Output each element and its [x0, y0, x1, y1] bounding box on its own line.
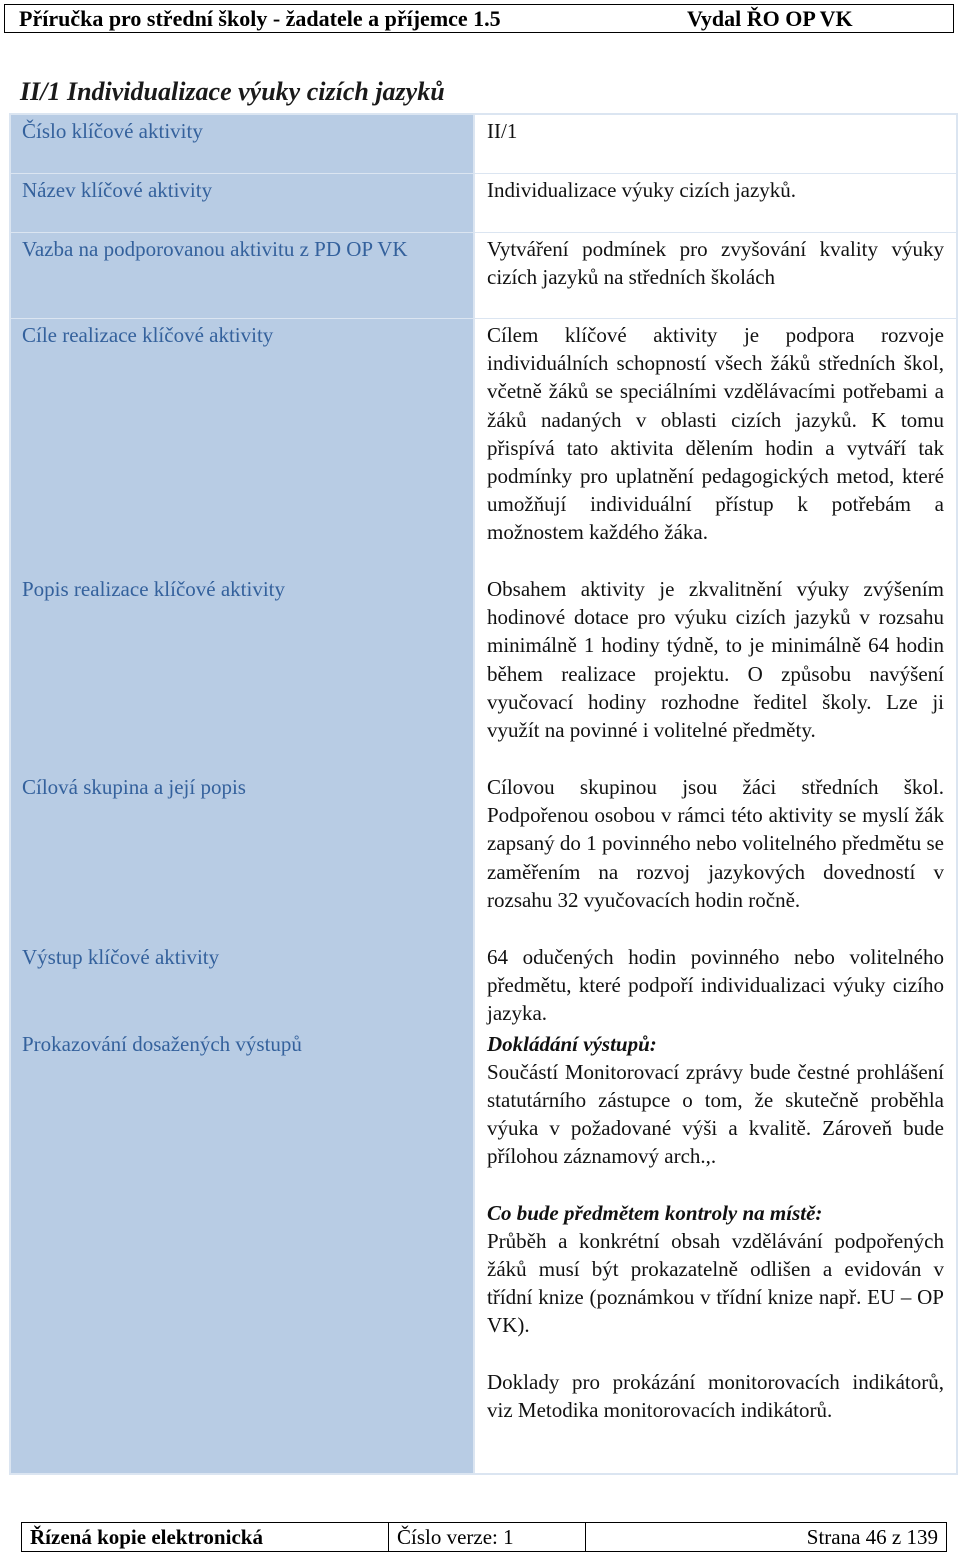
paragraph-gap: [487, 1340, 944, 1368]
evidence-heading: Dokládání výstupů:: [487, 1031, 657, 1056]
table-row: [11, 771, 956, 941]
row-value: Cílovou skupinou jsou žáci středních škol. Podpořenou osobou v rámci této aktivity se myslí žák zapsaný do 1 povinného nebo volitelného předmětu se zaměřením na rozvoj jazykových dovedností v rozsahu 32 vyučovacích hodin ročně.: [475, 771, 956, 941]
row-label: Číslo klíčové aktivity: [11, 115, 475, 174]
table-row: [11, 233, 956, 319]
row-label: Prokazování dosažených výstupů: [11, 1028, 475, 1475]
page-footer: [21, 1522, 947, 1552]
row-label: Cílová skupina a její popis: [11, 771, 475, 941]
table-row: [11, 573, 956, 771]
activity-table: [9, 113, 958, 1475]
table-row: [11, 319, 956, 573]
header-publisher: Vydal ŘO OP VK: [687, 6, 853, 31]
table-row: [11, 174, 956, 233]
table-row: [11, 1028, 956, 1475]
table-row: [11, 115, 956, 174]
row-value: [475, 1028, 956, 1475]
row-label: Výstup klíčové aktivity: [11, 941, 475, 1028]
row-label: Cíle realizace klíčové aktivity: [11, 319, 475, 573]
row-value: Obsahem aktivity je zkvalitnění výuky zvýšením hodinové dotace pro výuku cizích jazyků v rozsahu minimálně 1 hodiny týdně, to je minimálně 64 hodin během realizace projektu. O způsobu navýšení vyučovací hodiny rozhodne ředitel školy. Lze ji využít na povinné i volitelné předměty.: [475, 573, 956, 771]
row-value: II/1: [475, 115, 956, 174]
row-value: Cílem klíčové aktivity je podpora rozvoje individuálních schopností všech žáků středních škol, včetně žáků se speciálními vzdělávacími potřebami a žáků nadaných v oblasti cizích jazyků. K tomu přispívá tato aktivita dělením hodin a vytváří tak podmínky pro uplatnění pedagogických metod, které umožňují individuální přístup k potřebám a možnostem každého žáka.: [475, 319, 956, 573]
table-row: [11, 941, 956, 1028]
row-value: Individualizace výuky cizích jazyků.: [475, 174, 956, 233]
evidence-text: Součástí Monitorovací zprávy bude čestné prohlášení statutárního zástupce o tom, že skutečně proběhla výuka v požadované výši a kvalitě. Zároveň bude přílohou záznamový arch.,.: [487, 1059, 944, 1169]
footer-page-number: Strana 46 z 139: [586, 1523, 947, 1552]
row-value: Vytváření podmínek pro zvyšování kvality výuky cizích jazyků na středních školách: [475, 233, 956, 319]
inspection-text: Průběh a konkrétní obsah vzdělávání podpořených žáků musí být prokazatelně odlišen a evidován v třídní knize (poznámkou v třídní knize např. EU – OP VK).: [487, 1228, 944, 1338]
page-header: [4, 4, 954, 33]
footer-copy-type: Řízená kopie elektronická: [22, 1523, 389, 1552]
row-label: Vazba na podporovanou aktivitu z PD OP VK: [11, 233, 475, 319]
footer-version: Číslo verze: 1: [389, 1523, 586, 1552]
paragraph-gap: [487, 1171, 944, 1199]
header-document-title: Příručka pro střední školy - žadatele a příjemce 1.5: [19, 6, 501, 31]
section-title: II/1 Individualizace výuky cizích jazyků: [20, 77, 445, 106]
row-label: Název klíčové aktivity: [11, 174, 475, 233]
indicators-text: Doklady pro prokázání monitorovacích indikátorů, viz Metodika monitorovacích indikátorů.: [487, 1369, 944, 1422]
inspection-heading: Co bude předmětem kontroly na místě:: [487, 1200, 823, 1225]
row-value: 64 odučených hodin povinného nebo volitelného předmětu, které podpoří individualizaci výuky cizího jazyka.: [475, 941, 956, 1028]
row-label: Popis realizace klíčové aktivity: [11, 573, 475, 771]
